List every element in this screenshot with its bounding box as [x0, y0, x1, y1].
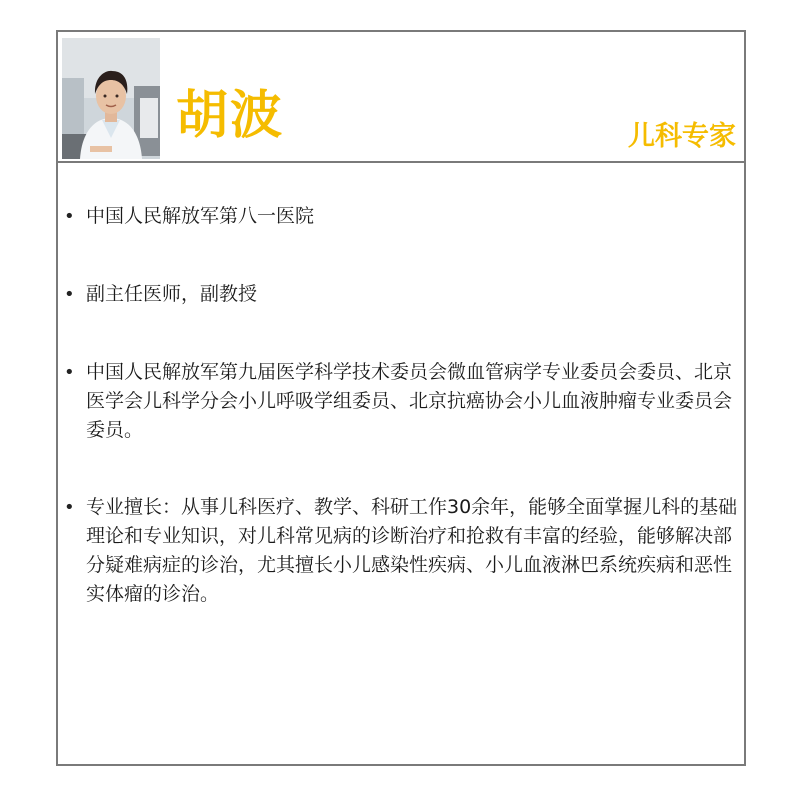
bullet-icon: •	[64, 362, 75, 383]
memberships-text: 中国人民解放军第九届医学科学技术委员会微血管病学专业委员会委员、北京医学会儿科学分会小儿呼吸学组委员、北京抗癌协会小儿血液肿瘤专业委员会委员。	[86, 361, 733, 441]
doctor-name: 胡波	[176, 86, 285, 146]
specialty-title: 儿科专家	[628, 121, 736, 152]
profile-card	[56, 30, 746, 766]
hospital-text: 中国人民解放军第八一医院	[86, 205, 315, 227]
doctor-photo	[62, 38, 160, 159]
position-text: 副主任医师，副教授	[86, 283, 258, 305]
doctor-portrait-image	[62, 38, 160, 159]
expertise-text: 专业擅长：从事儿科医疗、教学、科研工作30余年，能够全面掌握儿科的基础理论和专业知识，对儿科常见病的诊断治疗和抢救有丰富的经验，能够解决部分疑难病症的诊治，尤其擅长小儿感染性疾病、小儿血液淋巴系统疾病和恶性实体瘤的诊治。	[86, 496, 738, 605]
bullet-icon: •	[64, 206, 75, 227]
bullet-icon: •	[64, 497, 75, 518]
profile-header	[58, 32, 744, 163]
bullet-icon: •	[64, 284, 75, 305]
